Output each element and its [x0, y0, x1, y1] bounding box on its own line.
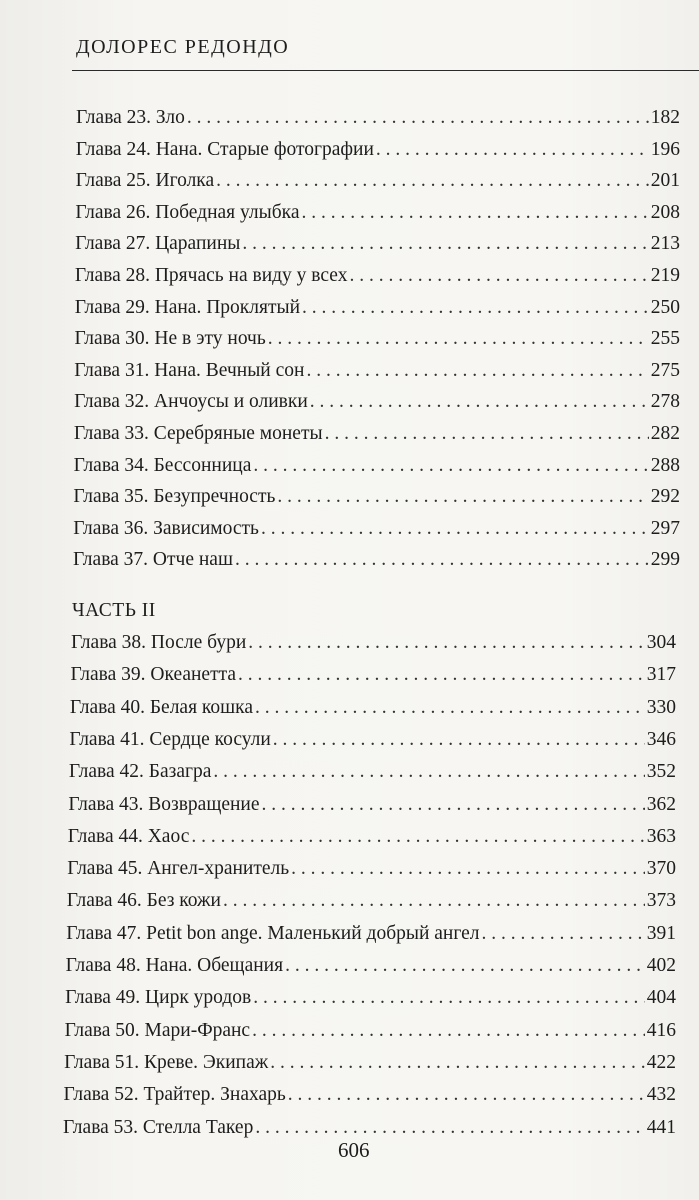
toc-entry: [75, 229, 680, 259]
toc-entry-title: Глава 37. Отче наш: [73, 549, 233, 571]
toc-entry-page: 213: [650, 233, 680, 255]
toc-leader-dots: [288, 1080, 645, 1110]
toc-entry-page: 299: [650, 549, 680, 571]
toc-entry-page: 352: [646, 761, 676, 783]
toc-entry-title: Глава 29. Нана. Проклятый: [74, 296, 301, 318]
toc-entry-page: 317: [646, 664, 676, 686]
toc-entry: [64, 1048, 676, 1078]
toc-entry-title: Глава 50. Мари-Франс: [64, 1019, 251, 1041]
toc-entry: [74, 387, 680, 417]
toc-entry: [73, 514, 680, 544]
toc-entry-title: Глава 33. Серебряные монеты: [73, 423, 323, 444]
toc-entry: [75, 324, 681, 354]
toc-leader-dots: [191, 822, 644, 852]
toc-leader-dots: [262, 790, 645, 820]
toc-leader-dots: [255, 1113, 644, 1143]
toc-entry-page: 297: [650, 517, 680, 539]
toc-leader-dots: [306, 356, 648, 386]
toc-entry-title: Глава 34. Бессонница: [73, 454, 252, 476]
toc-entry-page: 362: [646, 793, 676, 815]
toc-leader-dots: [302, 198, 649, 228]
toc-entry: [67, 854, 676, 884]
toc-entry: [73, 482, 680, 512]
toc-entry-title: Глава 38. После бури: [71, 632, 247, 653]
toc-entry-title: Глава 24. Нана. Старые фотографии: [75, 138, 374, 160]
toc-entry-title: Глава 51. Креве. Экипаж: [64, 1051, 269, 1073]
toc-entry-page: 391: [646, 922, 676, 944]
toc-entry-title: Глава 40. Белая кошка: [69, 696, 254, 718]
toc-entry-page: 255: [650, 328, 680, 350]
toc-entry-page: 304: [646, 632, 676, 653]
toc-leader-dots: [253, 983, 645, 1013]
toc-entry: [68, 790, 676, 820]
toc-entry-page: 208: [650, 201, 680, 223]
toc-entry-page: 422: [646, 1051, 676, 1073]
toc-entry: [69, 725, 676, 755]
toc-entry-page: 373: [646, 890, 676, 912]
toc-entry-page: 196: [650, 138, 680, 160]
toc-entry: [66, 951, 676, 981]
toc-entry-title: Глава 42. Базагра: [68, 761, 212, 783]
toc-leader-dots: [261, 514, 649, 544]
toc-entry-page: 363: [646, 825, 676, 847]
toc-entry: [74, 419, 680, 449]
toc-entry-page: 441: [646, 1116, 676, 1138]
toc-leader-dots: [302, 293, 649, 323]
toc-leader-dots: [235, 545, 649, 575]
toc-leader-dots: [270, 1048, 644, 1078]
part-two-heading: ЧАСТЬ II: [72, 600, 156, 621]
toc-entry-title: Глава 28. Прячась на виду у всех: [74, 265, 348, 286]
toc-entry: [76, 166, 680, 196]
toc-entry: [70, 660, 676, 690]
toc-entry-title: Глава 23. Зло: [76, 107, 185, 128]
toc-entry: [69, 757, 676, 787]
toc-entry-page: 250: [650, 296, 680, 318]
toc-entry-title: Глава 53. Стелла Такер: [63, 1116, 254, 1138]
toc-entry: [65, 1016, 676, 1046]
toc-entry: [70, 693, 676, 723]
toc-entry-title: Глава 31. Нана. Вечный сон: [74, 359, 305, 381]
toc-entry-title: Глава 41. Сердце косули: [69, 728, 271, 750]
toc-entry-title: Глава 39. Океанетта: [70, 664, 237, 686]
toc-leader-dots: [253, 451, 648, 481]
toc-entry-page: 416: [646, 1019, 676, 1041]
toc-entry-title: Глава 32. Анчоусы и оливки: [74, 391, 308, 413]
toc-entry-page: 346: [646, 728, 676, 750]
toc-entry-title: Глава 43. Возвращение: [68, 793, 260, 815]
toc-leader-dots: [242, 229, 648, 259]
toc-entry-page: 432: [646, 1084, 676, 1106]
toc-leader-dots: [273, 725, 645, 755]
toc-entry-page: 275: [650, 359, 680, 381]
toc-entry-title: Глава 45. Ангел-хранитель: [67, 858, 290, 880]
toc-leader-dots: [349, 261, 648, 291]
toc-entry-title: Глава 30. Не в эту ночь: [74, 328, 266, 350]
toc-entry: [64, 1080, 676, 1110]
toc-entry-title: Глава 47. Petit bon ange. Маленький добрый ангел: [66, 922, 480, 944]
page-number: 606: [338, 1138, 370, 1162]
toc-leader-dots: [310, 387, 649, 417]
toc-entry: [74, 451, 680, 481]
toc-entry-page: 404: [646, 987, 676, 1009]
toc-leader-dots: [482, 919, 645, 949]
toc-leader-dots: [325, 419, 649, 449]
toc-entry: [76, 135, 680, 165]
toc-entry: [71, 628, 676, 658]
toc-entry-title: Глава 27. Царапины: [75, 233, 241, 255]
toc-leader-dots: [376, 135, 649, 165]
toc-entry-title: Глава 48. Нана. Обещания: [65, 955, 284, 976]
toc-leader-dots: [285, 951, 645, 981]
toc-entry-title: Глава 25. Иголка: [75, 170, 215, 192]
toc-leader-dots: [216, 166, 649, 196]
toc-entry-title: Глава 49. Цирк уродов: [65, 987, 252, 1009]
toc-entry: [76, 103, 680, 133]
toc-entry-title: Глава 36. Зависимость: [73, 517, 259, 539]
toc-leader-dots: [252, 1016, 645, 1046]
toc-entry: [63, 1113, 676, 1143]
toc-leader-dots: [187, 103, 649, 133]
running-header: ДОЛОРЕС РЕДОНДО: [76, 36, 290, 58]
toc-leader-dots: [277, 482, 648, 512]
toc-entry-page: 201: [650, 170, 680, 192]
toc-entry: [73, 545, 680, 575]
toc-entry: [66, 919, 676, 949]
toc-entry-page: 282: [650, 423, 680, 444]
toc-entry-title: Глава 35. Безупречность: [73, 486, 276, 508]
toc-entry: [75, 261, 680, 291]
toc-entry: [75, 198, 680, 228]
toc-entry-page: 292: [650, 486, 680, 508]
toc-leader-dots: [213, 757, 644, 787]
toc-leader-dots: [223, 886, 645, 916]
toc-entry: [74, 356, 680, 386]
toc-entry: [65, 983, 676, 1013]
toc-entry-page: 370: [646, 858, 676, 880]
toc-entry: [67, 886, 676, 916]
toc-entry-page: 402: [646, 955, 676, 976]
toc-entry-title: Глава 46. Без кожи: [66, 890, 221, 912]
toc-entry-page: 288: [650, 454, 680, 476]
header-rule: [72, 70, 699, 71]
toc-entry: [68, 822, 676, 852]
toc-leader-dots: [268, 324, 649, 354]
toc-entry-title: Глава 52. Трайтер. Знахарь: [63, 1084, 286, 1106]
toc-leader-dots: [238, 660, 645, 690]
toc-entry-title: Глава 26. Победная улыбка: [75, 201, 300, 223]
toc-leader-dots: [291, 854, 645, 884]
toc-entry-page: 182: [650, 107, 680, 128]
toc-entry: [75, 293, 680, 323]
toc-entry-page: 219: [650, 265, 680, 286]
toc-leader-dots: [248, 628, 644, 658]
toc-entry-page: 278: [650, 391, 680, 413]
toc-entry-page: 330: [646, 696, 676, 718]
toc-leader-dots: [255, 693, 645, 723]
toc-entry-title: Глава 44. Хаос: [67, 825, 190, 847]
